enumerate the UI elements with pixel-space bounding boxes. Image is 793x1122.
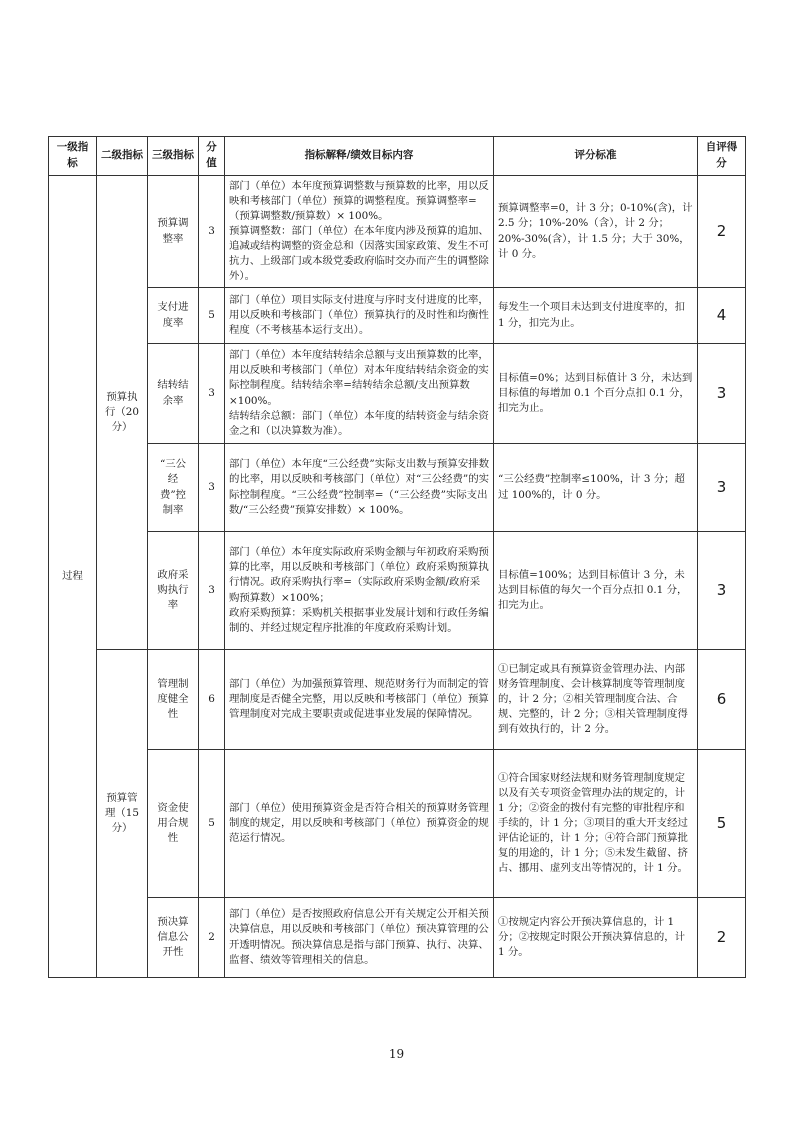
- table-row: [49, 650, 746, 750]
- header-level3: 三级指标: [148, 137, 199, 176]
- table-row: [49, 898, 746, 978]
- level3-cell: 资金使用合规性: [148, 750, 199, 898]
- points-cell: 3: [199, 532, 225, 650]
- table-row: [49, 750, 746, 898]
- criteria-cell: 目标值=100%；达到目标值计 3 分，未达到目标值的每欠一个百分点扣 0.1 分，扣完为止。: [494, 532, 698, 650]
- criteria-cell: 目标值=0%；达到目标值计 3 分，未达到目标值的每增加 0.1 个百分点扣 0.1 分，扣完为止。: [494, 344, 698, 444]
- table-row: [49, 532, 746, 650]
- evaluation-table-container: [48, 136, 745, 978]
- table-row: [49, 176, 746, 288]
- level3-cell: 结转结余率: [148, 344, 199, 444]
- content-cell: 部门（单位）项目实际支付进度与序时支付进度的比率，用以反映和考核部门（单位）预算执行的及时性和均衡性程度（不考核基本运行支出）。: [225, 288, 494, 344]
- header-level1: 一级指标: [49, 137, 97, 176]
- page-number: 19: [388, 1047, 405, 1061]
- content-cell: 部门（单位）本年度预算调整数与预算数的比率，用以反映和考核部门（单位）预算的调整程度。预算调整率=（预算调整数/预算数）× 100%。 预算调整数：部门（单位）在本年度内涉及预算的追加、追减或结构调整的资金总和（因落实国家政策、发生不可抗力、上级部门或本级党委政府临时交办而产生的调整除外）。: [225, 176, 494, 288]
- content-cell: 部门（单位）本年度“三公经费”实际支出数与预算安排数的比率，用以反映和考核部门（单位）对“三公经费”的实际控制程度。“三公经费”控制率=（“三公经费”实际支出数/“三公经费”预算安排数）× 100%。: [225, 444, 494, 532]
- performance-evaluation-table: [48, 136, 746, 978]
- criteria-cell: 预算调整率=0，计 3 分；0-10%(含)，计 2.5 分；10%-20%（含），计 2 分；20%-30%(含），计 1.5 分；大于 30%，计 0 分。: [494, 176, 698, 288]
- criteria-cell: ①按规定内容公开预决算信息的，计 1 分；②按规定时限公开预决算信息的，计 1 分。: [494, 898, 698, 978]
- header-level2: 二级指标: [97, 137, 148, 176]
- table-row: [49, 344, 746, 444]
- content-cell: 部门（单位）是否按照政府信息公开有关规定公开相关预决算信息，用以反映和考核部门（单位）预决算管理的公开透明情况。预决算信息是指与部门预算、执行、决算、监督、绩效等管理相关的信息。: [225, 898, 494, 978]
- content-cell: 部门（单位）使用预算资金是否符合相关的预算财务管理制度的规定，用以反映和考核部门（单位）预算资金的规范运行情况。: [225, 750, 494, 898]
- points-cell: 5: [199, 750, 225, 898]
- points-cell: 2: [199, 898, 225, 978]
- self-score-cell: 3: [698, 344, 746, 444]
- header-content: 指标解释/绩效目标内容: [225, 137, 494, 176]
- table-row: [49, 288, 746, 344]
- self-score-cell: 3: [698, 444, 746, 532]
- points-cell: 6: [199, 650, 225, 750]
- points-cell: 5: [199, 288, 225, 344]
- self-score-cell: 2: [698, 176, 746, 288]
- self-score-cell: 4: [698, 288, 746, 344]
- content-cell: 部门（单位）为加强预算管理、规范财务行为而制定的管理制度是否健全完整，用以反映和考核部门（单位）预算管理制度对完成主要职责或促进事业发展的保障情况。: [225, 650, 494, 750]
- criteria-cell: ①符合国家财经法规和财务管理制度规定以及有关专项资金管理办法的规定的，计 1 分；②资金的拨付有完整的审批程序和手续的，计 1 分；③项目的重大开支经过评估论证的，计 1 分；④符合部门预算批复的用途的，计 1 分；⑤未发生截留、挤占、挪用、虚列支出等情况的，计 1 分。: [494, 750, 698, 898]
- level3-cell: 预决算信息公开性: [148, 898, 199, 978]
- points-cell: 3: [199, 344, 225, 444]
- criteria-cell: 每发生一个项目未达到支付进度率的，扣 1 分，扣完为止。: [494, 288, 698, 344]
- table-row: [49, 444, 746, 532]
- content-cell: 部门（单位）本年度实际政府采购金额与年初政府采购预算的比率，用以反映和考核部门（单位）政府采购预算执行情况。政府采购执行率=（实际政府采购金额/政府采购预算数）×100%； 政府采购预算：采购机关根据事业发展计划和行政任务编制的、并经过规定程序批准的年度政府采购计划。: [225, 532, 494, 650]
- points-cell: 3: [199, 176, 225, 288]
- self-score-cell: 5: [698, 750, 746, 898]
- self-score-cell: 6: [698, 650, 746, 750]
- criteria-cell: ①已制定或具有预算资金管理办法、内部财务管理制度、会计核算制度等管理制度的，计 2 分；②相关管理制度合法、合规、完整的，计 2 分；③相关管理制度得到有效执行的，计 2 分。: [494, 650, 698, 750]
- header-points: 分值: [199, 137, 225, 176]
- level3-cell: 管理制度健全性: [148, 650, 199, 750]
- level2-cell: 预算执行（20分）: [97, 176, 148, 650]
- self-score-cell: 2: [698, 898, 746, 978]
- self-score-cell: 3: [698, 532, 746, 650]
- level1-cell: 过程: [49, 176, 97, 978]
- level3-cell: “三公经费”控制率: [148, 444, 199, 532]
- header-self-score: 自评得分: [698, 137, 746, 176]
- content-cell: 部门（单位）本年度结转结余总额与支出预算数的比率，用以反映和考核部门（单位）对本年度结转结余资金的实际控制程度。结转结余率=结转结余总额/支出预算数×100%。 结转结余总额：部门（单位）本年度的结转资金与结余资金之和（以决算数为准）。: [225, 344, 494, 444]
- header-row: [49, 137, 746, 176]
- header-criteria: 评分标准: [494, 137, 698, 176]
- level3-cell: 政府采购执行率: [148, 532, 199, 650]
- criteria-cell: “三公经费”控制率≤100%，计 3 分；超过 100%的，计 0 分。: [494, 444, 698, 532]
- level3-cell: 支付进度率: [148, 288, 199, 344]
- points-cell: 3: [199, 444, 225, 532]
- level3-cell: 预算调整率: [148, 176, 199, 288]
- level2-cell: 预算管理（15分）: [97, 650, 148, 978]
